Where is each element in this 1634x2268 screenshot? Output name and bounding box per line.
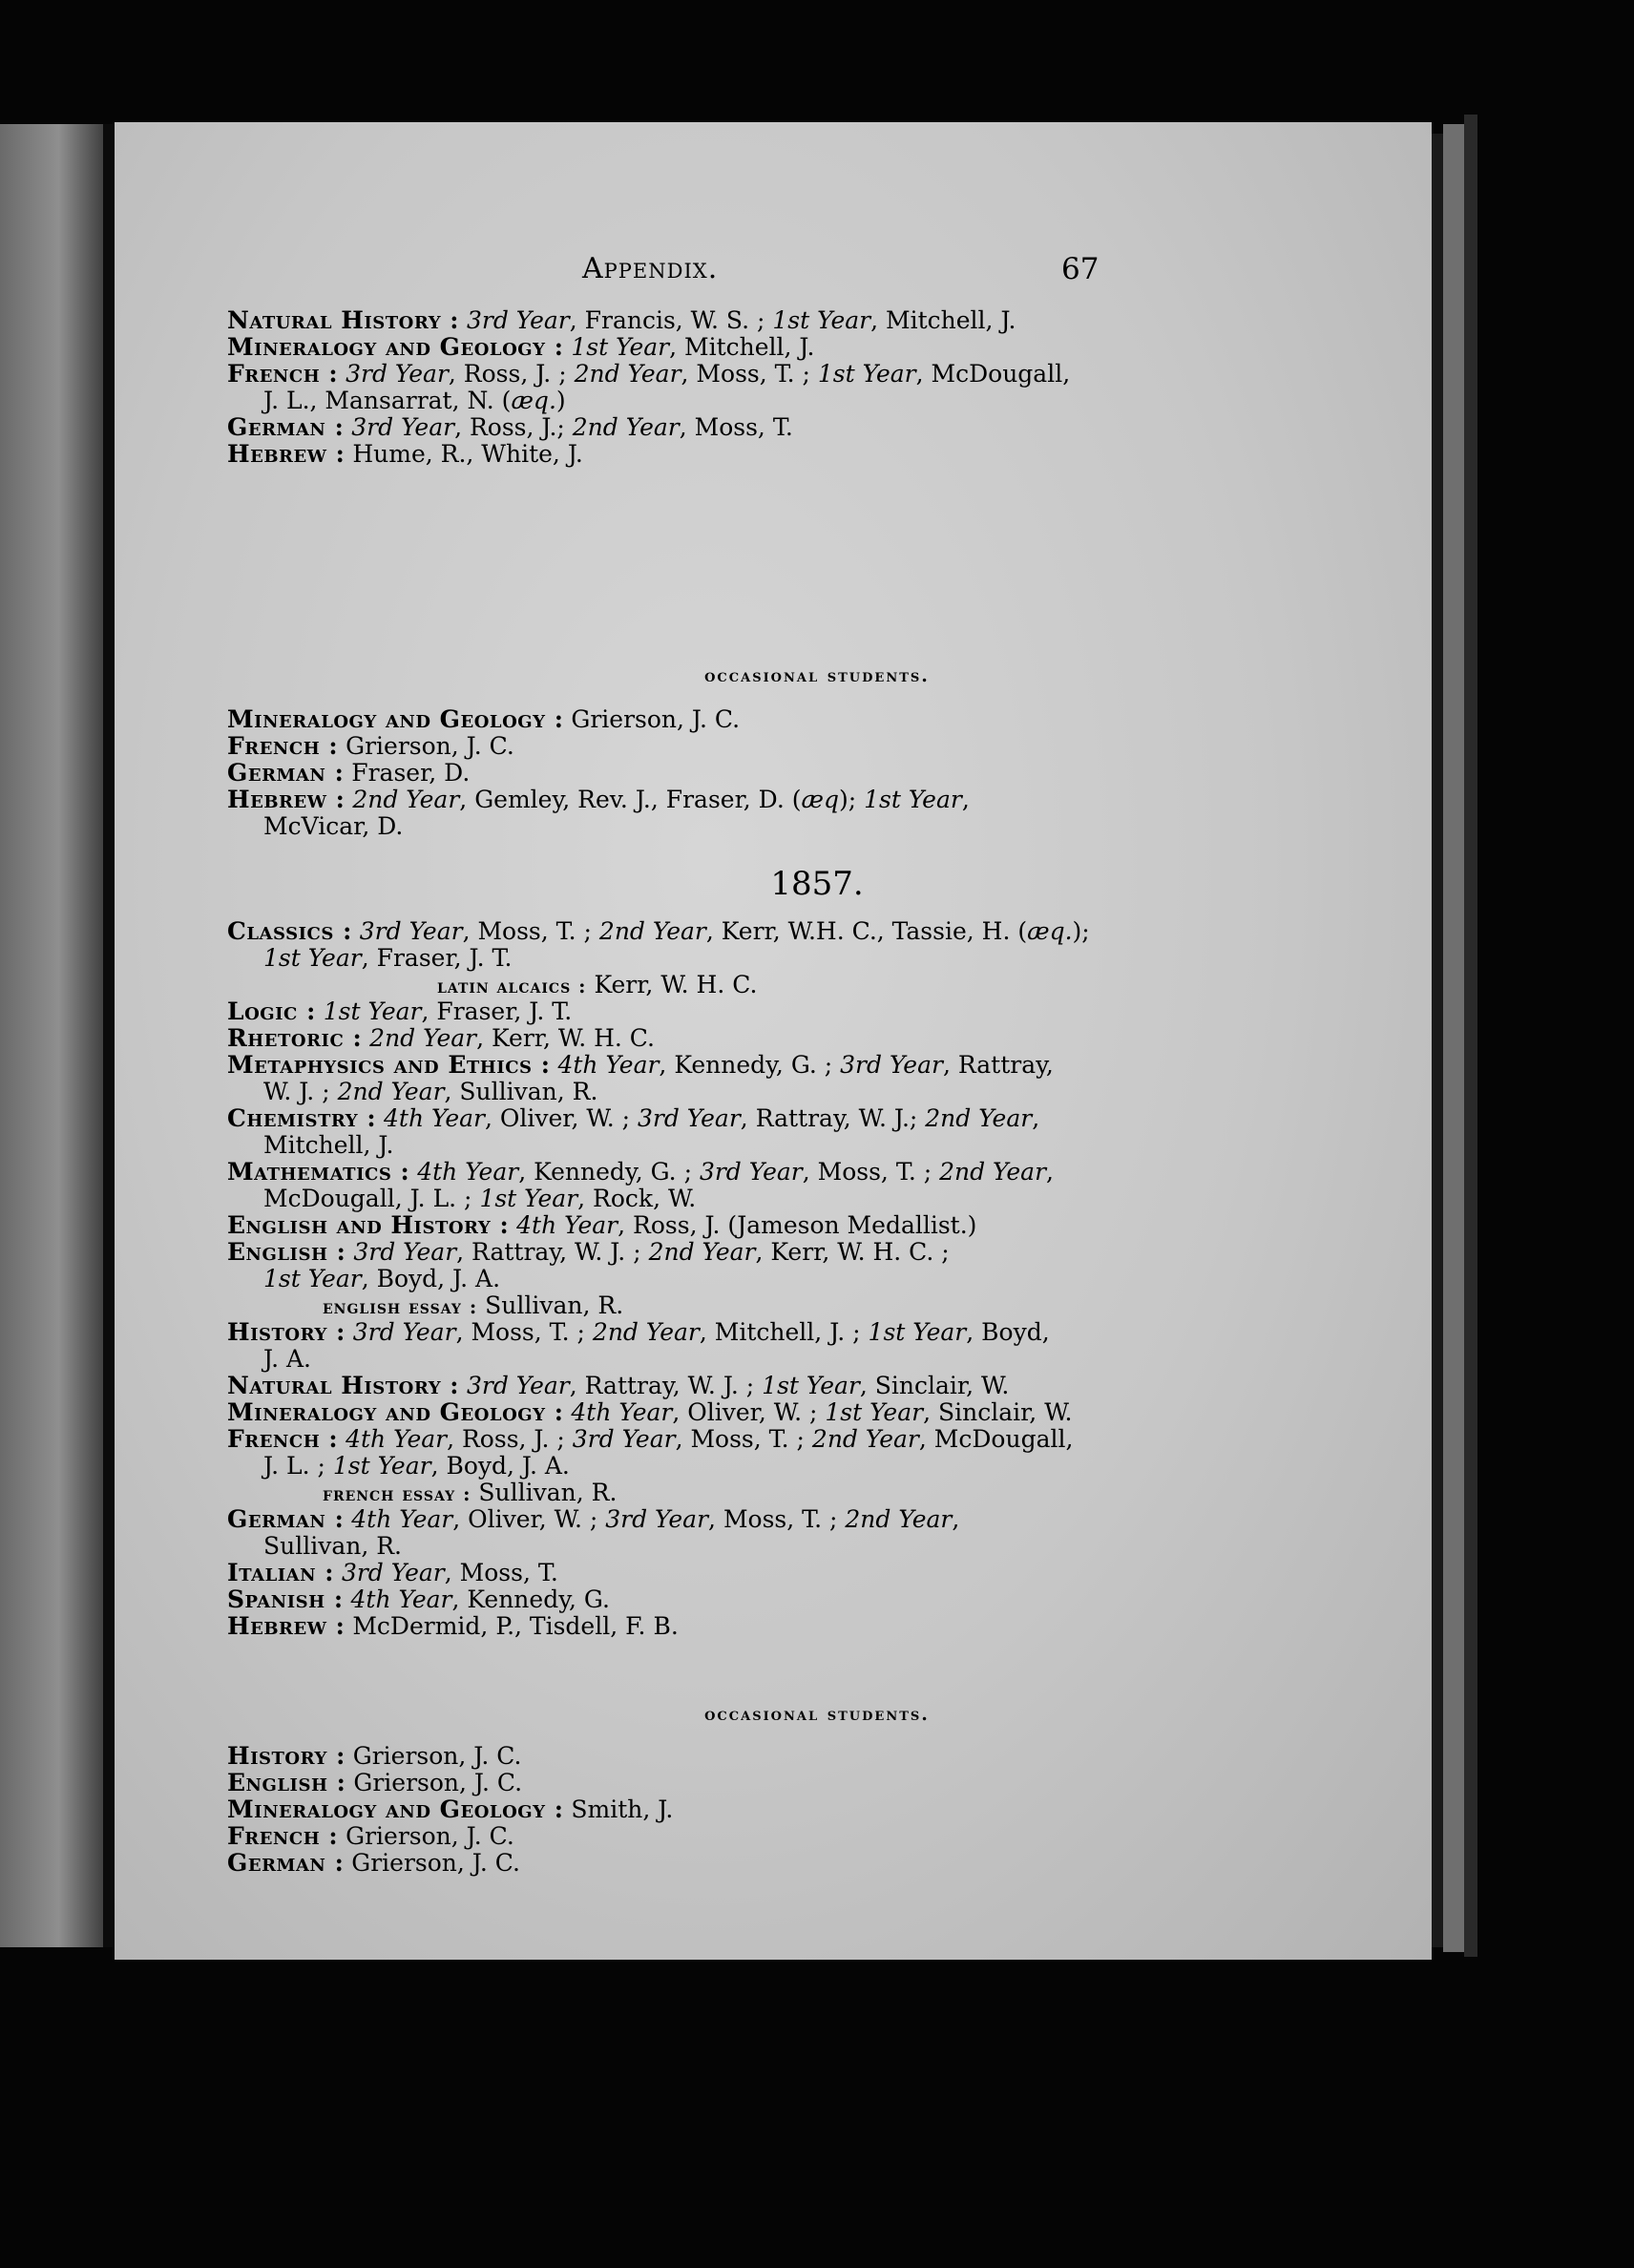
award-entry [227,1373,1210,1399]
award-entry [227,733,1210,760]
award-entry [227,1426,1210,1480]
award-entry [227,1823,1210,1850]
entry-continuation: McDougall, J. L. ; 1st Year, Rock, W. [263,1185,697,1212]
entry-line: Metaphysics and Ethics : 4th Year, Kennedy, G. ; 3rd Year, Rattray, [227,1051,1054,1079]
entry-line: french essay : Sullivan, R. [323,1479,618,1506]
entry-line: French : 3rd Year, Ross, J. ; 2nd Year, Moss, T. ; 1st Year, McDougall, [227,360,1071,388]
entry-line: German : Fraser, D. [227,759,471,787]
entry-line: French : Grierson, J. C. [227,732,514,760]
award-entry [227,1105,1210,1159]
entry-continuation: McVicar, D. [263,812,404,840]
entry-line: Italian : 3rd Year, Moss, T. [227,1559,558,1586]
entry-line: Hebrew : 2nd Year, Gemley, Rev. J., Fraser, D. (æq); 1st Year, [227,786,970,813]
entry-line: Mineralogy and Geology : 4th Year, Oliver, W. ; 1st Year, Sinclair, W. [227,1398,1073,1426]
award-entry [227,1560,1210,1586]
award-entry [227,1399,1210,1426]
entry-line: German : Grierson, J. C. [227,1849,520,1877]
running-head: Appendix. [582,252,719,285]
award-entry [227,307,1210,334]
top-entries [0,307,1634,468]
award-entry [227,918,1210,972]
entry-line: Classics : 3rd Year, Moss, T. ; 2nd Year, Kerr, W.H. C., Tassie, H. (æq.); [227,917,1090,945]
award-entry [227,1052,1210,1105]
entry-line: Natural History : 3rd Year, Rattray, W. J. ; 1st Year, Sinclair, W. [227,1372,1010,1399]
entry-line: Rhetoric : 2nd Year, Kerr, W. H. C. [227,1024,655,1052]
occasional-students-2 [0,1743,1634,1877]
entry-line: Mineralogy and Geology : 1st Year, Mitchell, J. [227,333,815,361]
entry-line: French : 4th Year, Ross, J. ; 3rd Year, Moss, T. ; 2nd Year, McDougall, [227,1425,1074,1453]
award-entry [227,1743,1210,1770]
award-entry [227,1212,1210,1239]
entry-continuation: W. J. ; 2nd Year, Sullivan, R. [263,1078,598,1105]
entry-line: Hebrew : Hume, R., White, J. [227,440,583,468]
sub-award-entry [227,1480,1210,1506]
award-entry [227,361,1210,414]
awards-1857 [0,918,1634,1640]
award-entry [227,1319,1210,1373]
award-entry [227,1025,1210,1052]
award-entry [227,1239,1210,1292]
award-entry [227,1586,1210,1613]
entry-continuation: Mitchell, J. [263,1131,394,1159]
entry-line: Natural History : 3rd Year, Francis, W. S. ; 1st Year, Mitchell, J. [227,306,1016,334]
award-entry [227,1770,1210,1796]
page-number: 67 [1061,252,1100,286]
award-entry [227,441,1210,468]
entry-line: Chemistry : 4th Year, Oliver, W. ; 3rd Year, Rattray, W. J.; 2nd Year, [227,1104,1040,1132]
entry-line: English : 3rd Year, Rattray, W. J. ; 2nd Year, Kerr, W. H. C. ; [227,1238,950,1266]
entry-line: History : 3rd Year, Moss, T. ; 2nd Year, Mitchell, J. ; 1st Year, Boyd, [227,1318,1050,1346]
entry-line: Logic : 1st Year, Fraser, J. T. [227,998,573,1025]
entry-line: Mineralogy and Geology : Smith, J. [227,1796,674,1823]
entry-line: French : Grierson, J. C. [227,1822,514,1850]
entry-continuation: 1st Year, Boyd, J. A. [263,1265,501,1292]
award-entry [227,1850,1210,1877]
entry-line: German : 4th Year, Oliver, W. ; 3rd Year, Moss, T. ; 2nd Year, [227,1505,960,1533]
award-entry [227,1159,1210,1212]
award-entry [227,998,1210,1025]
year-heading: 1857. [770,865,864,903]
award-entry [227,1796,1210,1823]
occasional-students-1 [0,706,1634,840]
award-entry [227,1613,1210,1640]
award-entry [227,334,1210,361]
award-entry [227,1506,1210,1560]
sub-award-entry [227,1292,1210,1319]
award-entry [227,706,1210,733]
entry-line: English : Grierson, J. C. [227,1769,523,1796]
entry-continuation: 1st Year, Fraser, J. T. [263,944,513,972]
entry-continuation: J. L. ; 1st Year, Boyd, J. A. [263,1452,570,1480]
entry-line: Mathematics : 4th Year, Kennedy, G. ; 3rd Year, Moss, T. ; 2nd Year, [227,1158,1054,1186]
entry-line: english essay : Sullivan, R. [323,1292,624,1319]
entry-line: German : 3rd Year, Ross, J.; 2nd Year, Moss, T. [227,413,793,441]
sub-award-entry [227,972,1210,998]
award-entry [227,414,1210,441]
entry-line: Hebrew : McDermid, P., Tisdell, F. B. [227,1612,679,1640]
section-heading-occasional: occasional students. [704,1704,930,1725]
section-heading-occasional: occasional students. [704,665,930,686]
entry-line: Mineralogy and Geology : Grierson, J. C. [227,705,741,733]
entry-line: English and History : 4th Year, Ross, J. (Jameson Medallist.) [227,1211,977,1239]
entry-continuation: J. L., Mansarrat, N. (æq.) [263,387,566,414]
entry-line: latin alcaics : Kerr, W. H. C. [437,971,758,998]
entry-line: Spanish : 4th Year, Kennedy, G. [227,1586,610,1613]
award-entry [227,787,1210,840]
entry-line: History : Grierson, J. C. [227,1742,522,1770]
entry-continuation: Sullivan, R. [263,1532,403,1560]
page-header [0,252,1634,298]
entry-continuation: J. A. [263,1345,311,1373]
award-entry [227,760,1210,787]
